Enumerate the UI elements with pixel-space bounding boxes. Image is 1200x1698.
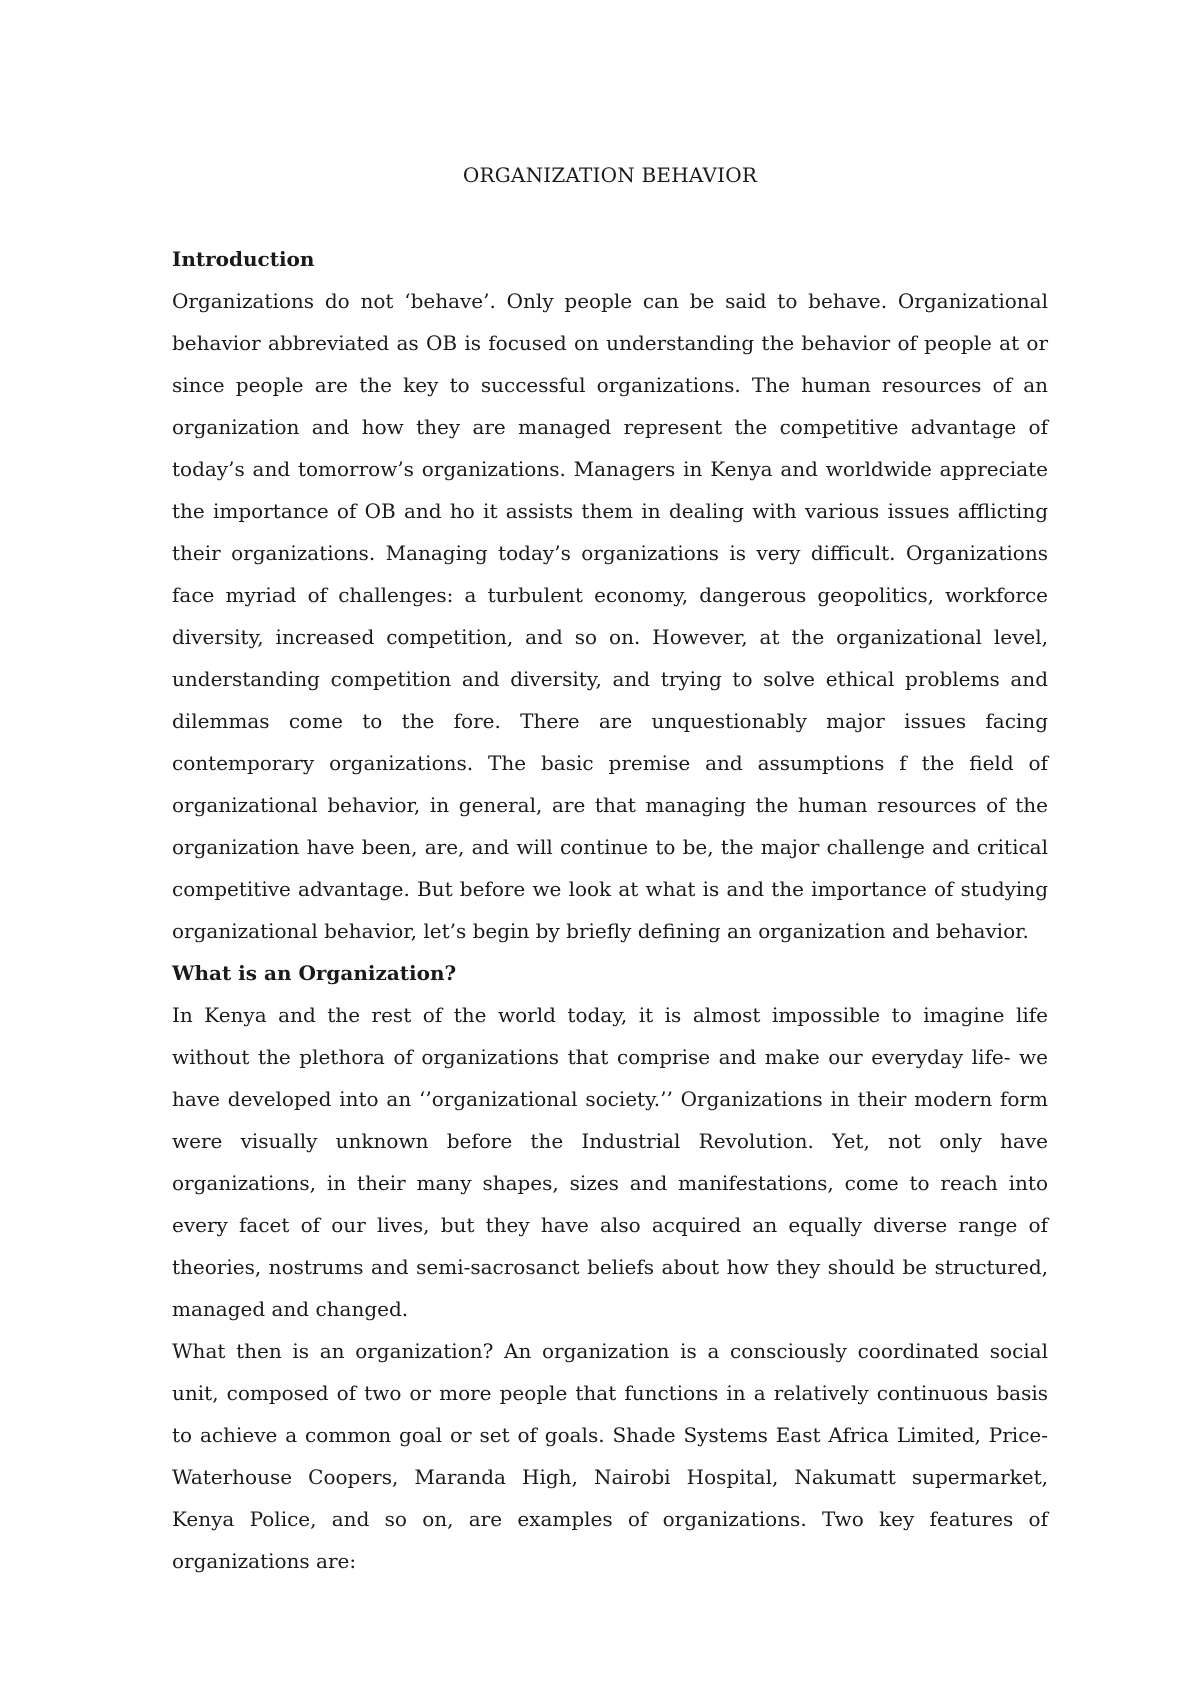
introduction-paragraph: Organizations do not ‘behave’. Only people can be said to behave. Organizational behavior abbreviated as OB is focused on understanding the behavior of people at or since people are the key to successful organizations. The human resources of an organization and how they are managed represent the competitive advantage of today’s and tomorrow’s organizations. Managers in Kenya and worldwide appreciate the importance of OB and ho it assists them in dealing with various issues afflicting their organizations. Managing today’s organizations is very difficult. Organizations face myriad of challenges: a turbulent economy, dangerous geopolitics, workforce diversity, increased competition, and so on. However, at the organizational level, understanding competition and diversity, and trying to solve ethical problems and dilemmas come to the fore. There are unquestionably major issues facing contemporary organizations. The basic premise and assumptions f the field of organizational behavior, in general, are that managing the human resources of the organization have been, are, and will continue to be, the major challenge and critical competitive advantage. But before we look at what is and the importance of studying organizational behavior, let’s begin by briefly defining an organization and behavior. <box>172 289 1048 943</box>
section-heading-introduction: Introduction <box>172 247 315 271</box>
document-title: ORGANIZATION BEHAVIOR <box>462 163 758 187</box>
document-body <box>172 154 1048 1582</box>
section-heading-what-is-an-organization: What is an Organization? <box>172 961 457 985</box>
organization-paragraph-1: In Kenya and the rest of the world today, it is almost impossible to imagine life without the plethora of organizations that comprise and make our everyday life- we have developed into an ‘’organizational society.’’ Organizations in their modern form were visually unknown before the Industrial Revolution. Yet, not only have organizations, in their many shapes, sizes and manifestations, come to reach into every facet of our lives, but they have also acquired an equally diverse range of theories, nostrums and semi-sacrosanct beliefs about how they should be structured, managed and changed. <box>172 1003 1048 1321</box>
organization-paragraph-2: What then is an organization? An organization is a consciously coordinated social unit, composed of two or more people that functions in a relatively continuous basis to achieve a common goal or set of goals. Shade Systems East Africa Limited, Price-Waterhouse Coopers, Maranda High, Nairobi Hospital, Nakumatt supermarket, Kenya Police, and so on, are examples of organizations. Two key features of organizations are: <box>172 1339 1048 1573</box>
